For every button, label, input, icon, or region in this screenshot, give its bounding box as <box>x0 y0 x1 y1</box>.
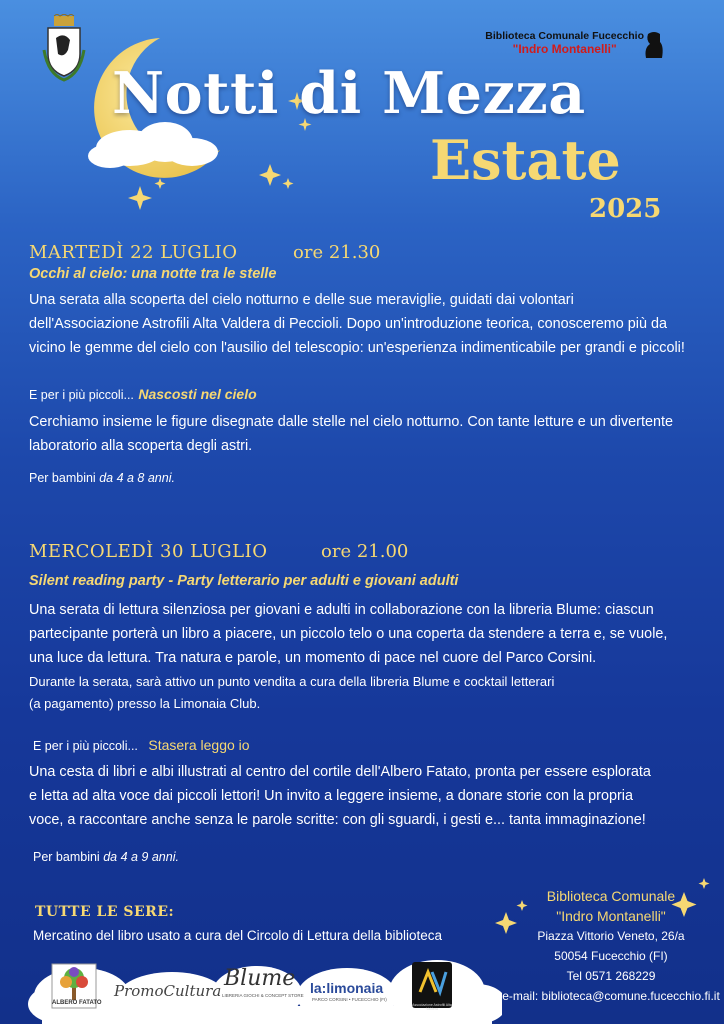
event2-note-line: (a pagamento) presso la Limonaia Club. <box>29 696 261 711</box>
promocultura-logo: PromoCultura <box>114 982 222 1000</box>
event2-description-line: partecipante porterà un libro a piacere, un piccolo telo o una coperta da stendere a terra e, se vuole, <box>29 626 668 642</box>
event2-age-range: da 4 a 9 anni. <box>103 850 179 864</box>
library-contact-block <box>498 886 724 1006</box>
event2-age <box>33 850 179 864</box>
contact-name-line2: "Indro Montanelli" <box>556 908 666 924</box>
limonaia-logo: la:limonaia <box>310 980 384 996</box>
poster-title-line1: Notti di Mezza <box>112 60 586 127</box>
event1-kids-description <box>29 410 673 458</box>
contact-name-line1: Biblioteca Comunale <box>546 888 676 904</box>
event1-age-range: da 4 a 8 anni. <box>99 471 175 485</box>
astrofili-logo <box>412 962 452 1008</box>
event1-subtitle: Occhi al cielo: una notte tra le stelle <box>29 266 277 282</box>
event1-date: MARTEDÌ 22 LUGLIO <box>29 242 238 263</box>
event2-kids-description-line: voce, a raccontare anche senza le parole scritte: con gli sguardi, i gesti e... tanta immaginazione! <box>29 812 646 828</box>
albero-fatato-label: ALBERO FATATO <box>52 1000 102 1006</box>
event2-age-prefix: Per bambini <box>33 850 100 864</box>
event2-description-line: una luce da lettura. Tra natura e parole, un momento di pace nel cuore del Parco Corsini. <box>29 650 597 666</box>
all-nights-text: Mercatino del libro usato a cura del Circolo di Lettura della biblioteca <box>33 928 442 943</box>
event2-time: ore 21.00 <box>321 541 409 562</box>
event1-description-line: dell'Associazione Astrofili Alta Valdera di Peccioli. Dopo un'introduzione teorica, conosceremo più da <box>29 316 667 332</box>
library-header-name <box>485 30 644 56</box>
event1-description <box>29 288 685 360</box>
all-nights-title: TUTTE LE SERE: <box>35 904 175 920</box>
star-cluster-icon <box>120 160 320 220</box>
event2-kids-heading <box>33 737 250 755</box>
event1-age-prefix: Per bambini <box>29 471 96 485</box>
event1-description-line: vicino le gemme del cielo con l'ausilio del telescopio: un'esperienza indimenticabile per grandi e piccoli! <box>29 340 685 356</box>
event1-kids-title: Nascosti nel cielo <box>138 386 257 402</box>
library-header-line1: Biblioteca Comunale Fucecchio <box>485 30 644 42</box>
limonaia-subtitle: PARCO CORSINI • FUCECCHIO (FI) <box>312 997 387 1002</box>
library-silhouette-icon <box>642 30 664 60</box>
contact-city: 50054 Fucecchio (FI) <box>554 949 668 963</box>
poster-year: 2025 <box>589 194 662 224</box>
event1-description-line: Una serata alla scoperta del cielo notturno e delle sue meraviglie, guidati dai volontari <box>29 292 574 308</box>
contact-phone[interactable]: Tel 0571 268229 <box>566 969 656 983</box>
event2-note <box>29 671 554 715</box>
event2-date: MERCOLEDÌ 30 LUGLIO <box>29 541 268 562</box>
library-header-line2: "Indro Montanelli" <box>512 42 617 56</box>
event2-description-line: Una serata di lettura silenziosa per giovani e adulti in collaborazione con la libreria Blume: ciascun <box>29 602 654 618</box>
event2-kids-description <box>29 760 651 832</box>
event2-subtitle: Silent reading party - Party letterario per adulti e giovani adulti <box>29 573 459 589</box>
event1-time: ore 21.30 <box>293 242 381 263</box>
event1-kids-description-line: Cerchiamo insieme le figure disegnate dalle stelle nel cielo notturno. Con tante letture e un divertente <box>29 414 673 430</box>
event1-kids-heading <box>29 386 257 404</box>
event2-description <box>29 598 667 670</box>
event2-kids-description-line: e letta ad alta voce dai piccoli lettori! Un invito a leggere insieme, a donare storie con la propria <box>29 788 633 804</box>
astrofili-label: Associazione Astrofili Alta Valdera <box>412 1003 452 1011</box>
event2-kids-title: Stasera leggo io <box>148 737 250 753</box>
event1-kids-lead: E per i più piccoli... <box>29 388 134 402</box>
event1-age <box>29 471 175 485</box>
event2-kids-description-line: Una cesta di libri e albi illustrati al centro del cortile dell'Albero Fatato, pronta per essere esplorata <box>29 764 651 780</box>
contact-address: Piazza Vittorio Veneto, 26/a <box>537 929 685 943</box>
event2-note-line: Durante la serata, sarà attivo un punto vendita a cura della libreria Blume e cocktail letterari <box>29 674 555 689</box>
event1-kids-description-line: laboratorio alla scoperta degli astri. <box>29 438 253 454</box>
event2-kids-lead: E per i più piccoli... <box>33 739 138 753</box>
contact-email[interactable]: e-mail: biblioteca@comune.fucecchio.fi.it <box>502 989 720 1003</box>
blume-logo: Blume <box>224 966 296 991</box>
blume-subtitle: LIBRERIA GIOCHI & CONCEPT STORE <box>222 993 304 998</box>
poster-title-line2: Estate <box>430 128 621 192</box>
